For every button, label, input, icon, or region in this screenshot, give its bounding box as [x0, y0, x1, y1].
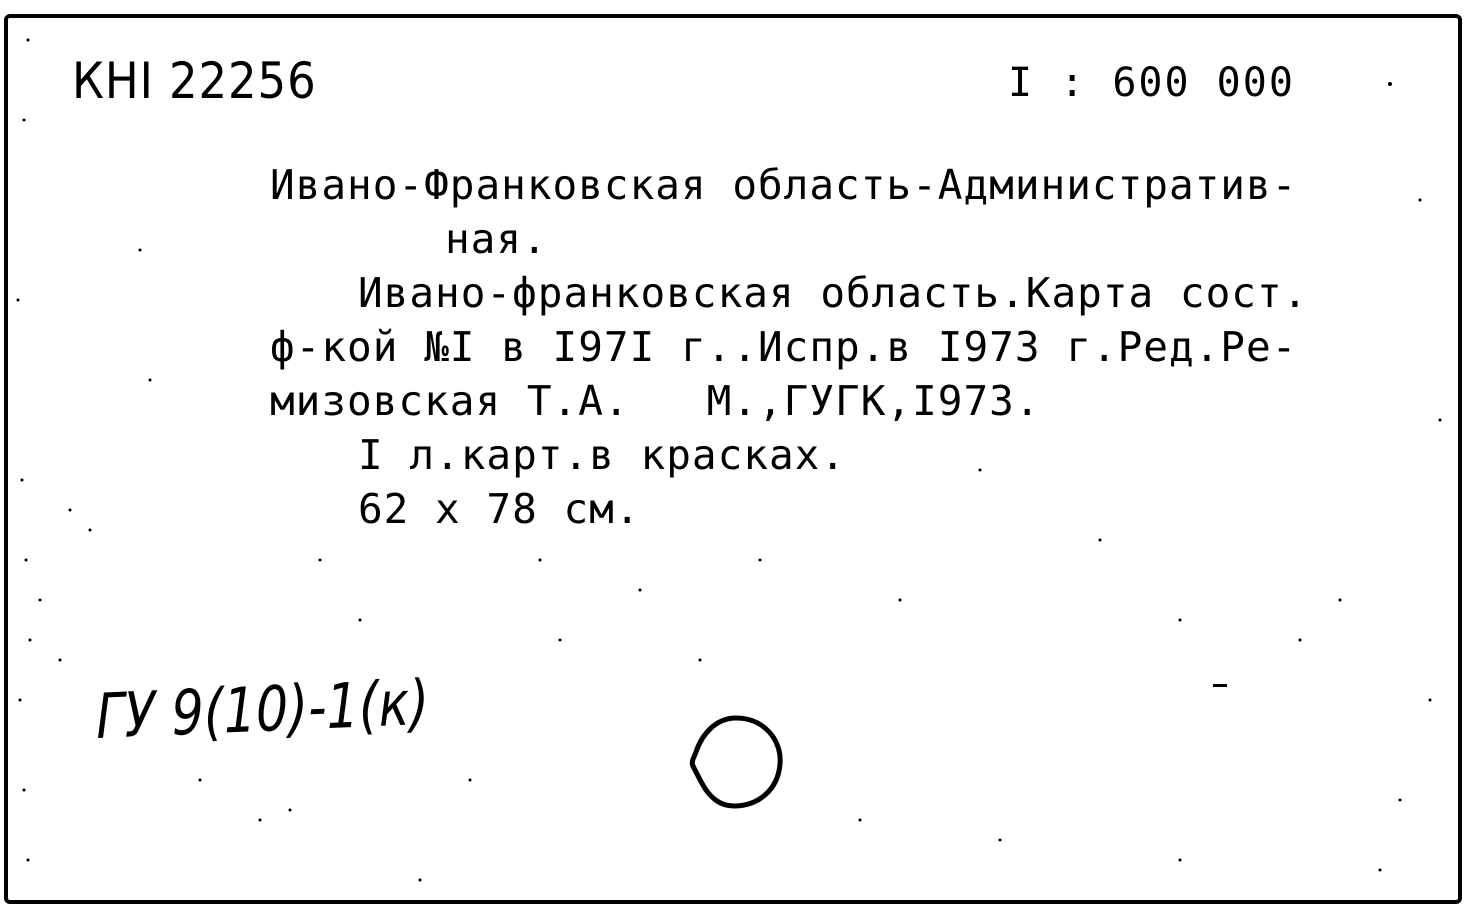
- shelf-mark: ГУ 9(10)-1(к): [95, 665, 431, 753]
- entry-line-sheets: I л.карт.в красках.: [358, 431, 846, 479]
- entry-line-heading: Ивано-Франковская область-Административ-: [270, 161, 1298, 209]
- bibliographic-entry: [270, 158, 1440, 536]
- entry-line-editor: мизовская Т.А. М.,ГУГК,I973.: [270, 377, 1041, 425]
- entry-line-title: Ивано-франковская область.Карта сост.: [358, 269, 1309, 317]
- call-number: КНI 22256: [72, 52, 317, 110]
- entry-line-heading-cont: ная.: [445, 215, 548, 263]
- punch-hole-icon: [680, 706, 792, 818]
- map-scale: I : 600 000: [1008, 60, 1295, 106]
- entry-line-size: 62 x 78 см.: [358, 485, 641, 533]
- entry-line-details: ф-кой №I в I97I г..Испр.в I973 г.Ред.Ре-: [270, 323, 1298, 371]
